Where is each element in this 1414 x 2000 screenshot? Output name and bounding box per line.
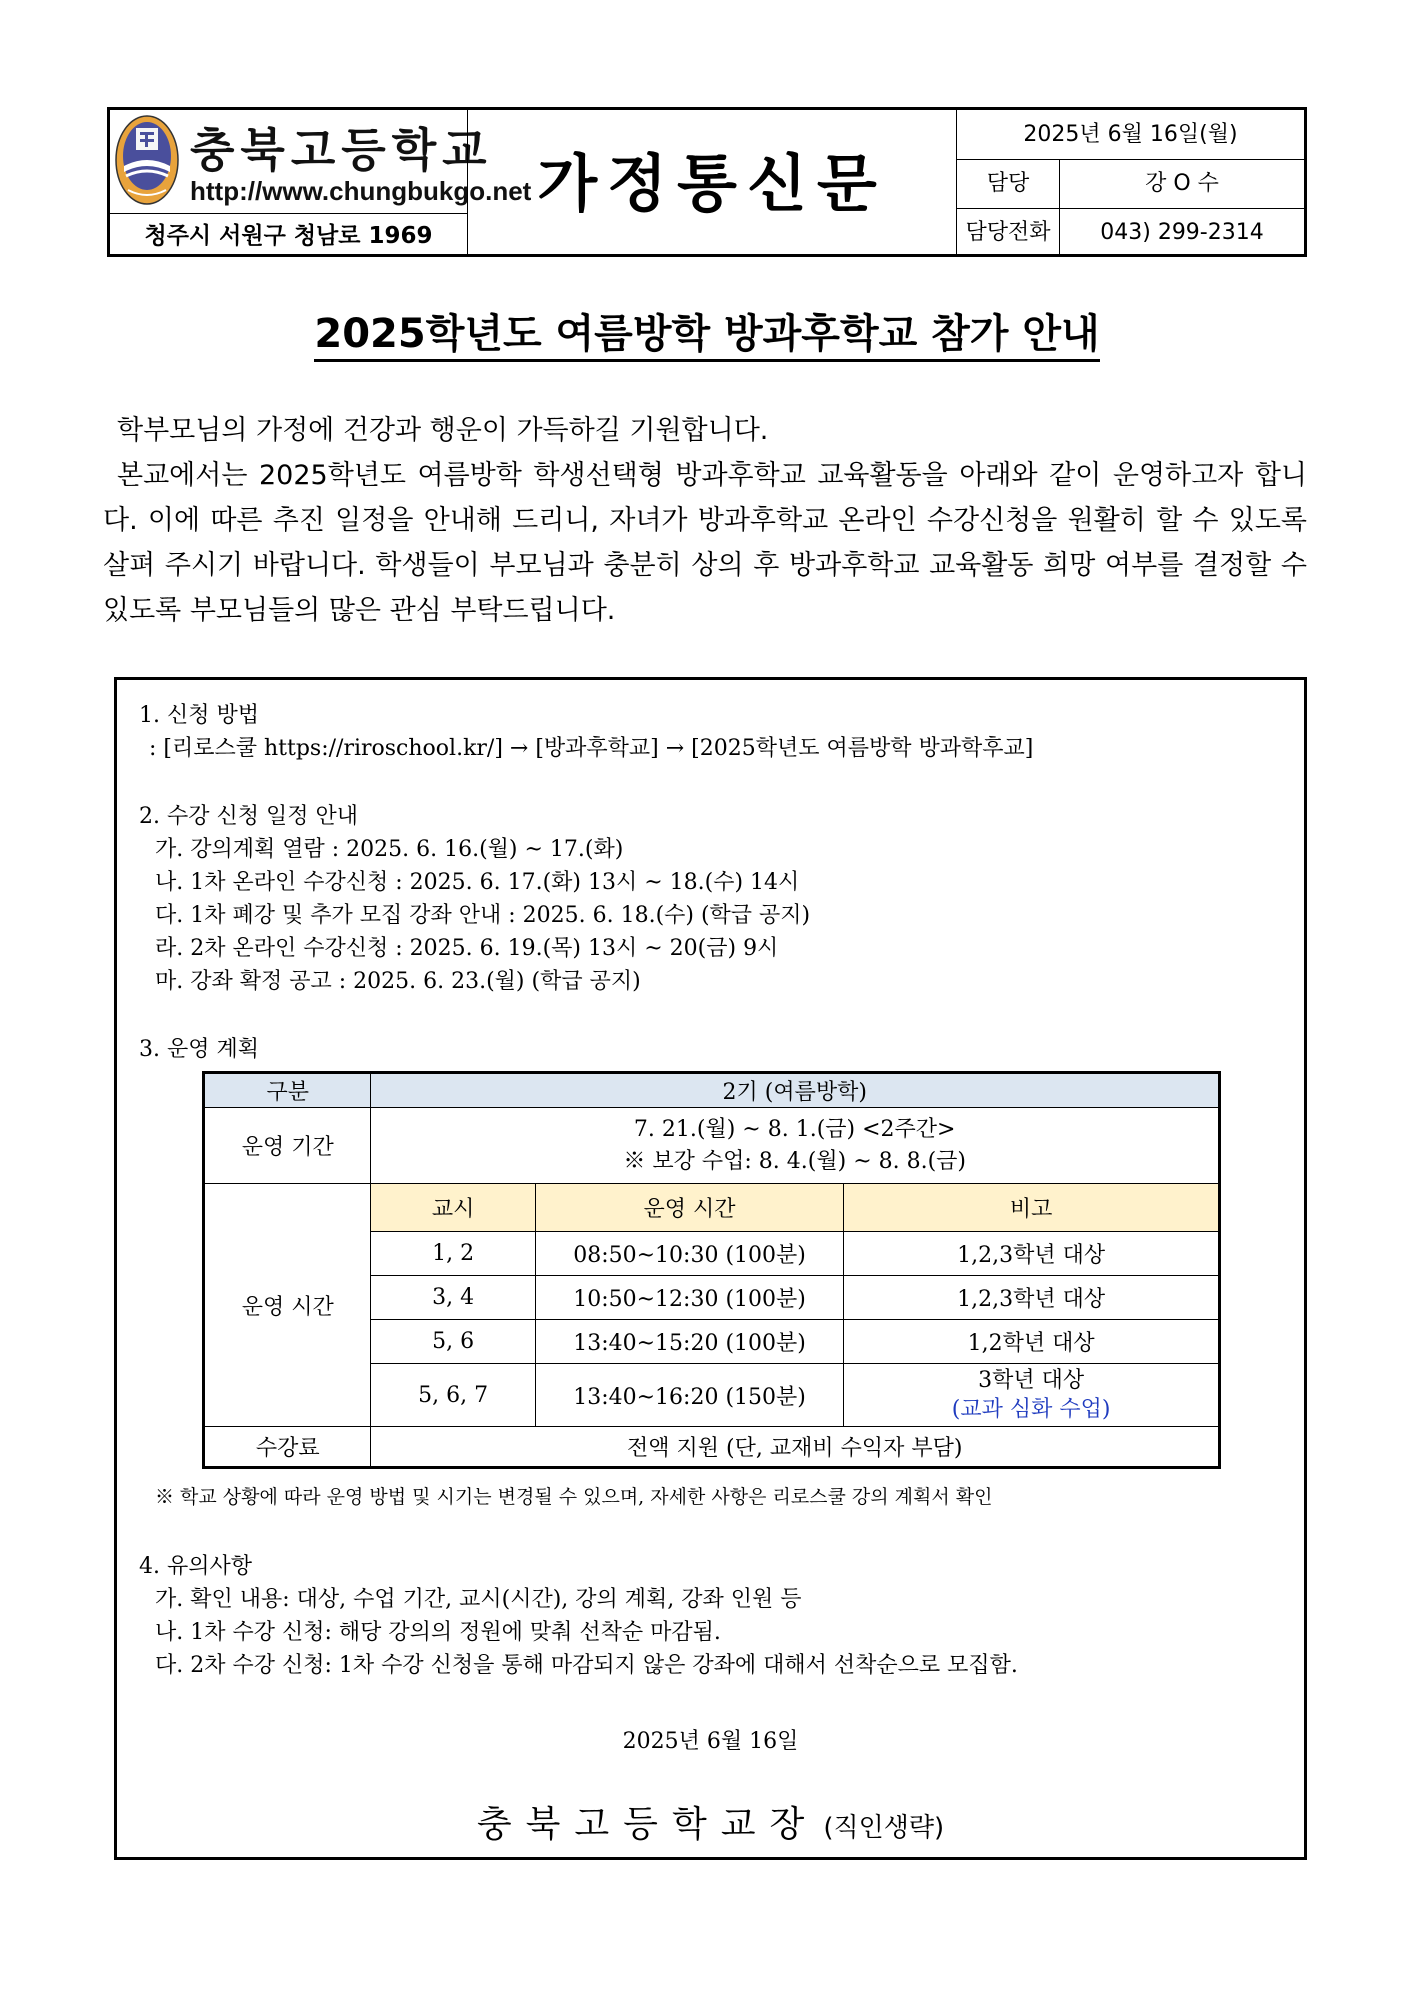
table-cell: 08:50~10:30 (100분) — [535, 1232, 843, 1276]
document-title — [0, 302, 1414, 359]
table-subheader-cell: 교시 — [371, 1184, 535, 1232]
target-grade-text: 3학년 대상 — [978, 1368, 1085, 1393]
table-header-cell: 구분 — [204, 1073, 371, 1108]
makeup-class-note: ※ 보강 수업: 8. 4.(월) ~ 8. 8.(금) — [623, 1148, 967, 1174]
table-footnote: ※ 학교 상황에 따라 운영 방법 및 시기는 변경될 수 있으며, 자세한 사항은 리로스쿨 강의 계획서 확인 — [155, 1486, 993, 1508]
caution-item: 나. 1차 수강 신청: 해당 강의의 정원에 맞춰 선착순 마감됨. — [155, 1620, 721, 1645]
row-label-cell: 운영 시간 — [204, 1184, 371, 1427]
table-row — [204, 1427, 1220, 1468]
schedule-item: 라. 2차 온라인 수강신청 : 2025. 6. 19.(목) 13시 ~ 20(금) 9시 — [155, 936, 779, 961]
table-row — [204, 1184, 1220, 1232]
schedule-item: 마. 강좌 확정 공고 : 2025. 6. 23.(월) (학급 공지) — [155, 969, 641, 994]
table-header-cell: 2기 (여름방학) — [371, 1073, 1220, 1108]
table-cell: 1,2학년 대상 — [844, 1320, 1220, 1364]
school-emblem-icon — [114, 114, 180, 207]
seal-omitted-note: (직인생략) — [823, 1813, 945, 1843]
contact-phone: 043) 299-2314 — [1100, 220, 1264, 245]
operation-plan-table — [202, 1071, 1221, 1469]
table-cell: 1, 2 — [371, 1232, 535, 1276]
table-cell — [844, 1364, 1220, 1427]
school-name: 충북고등학교 — [190, 123, 493, 177]
notice-content-box — [114, 677, 1307, 1860]
schedule-item: 나. 1차 온라인 수강신청 : 2025. 6. 17.(화) 13시 ~ 18.(수) 14시 — [155, 870, 800, 895]
table-row — [204, 1108, 1220, 1184]
advanced-class-note: (교과 심화 수업) — [951, 1397, 1111, 1422]
principal-signature — [117, 1796, 1304, 1847]
divider — [110, 213, 467, 214]
period-main: 7. 21.(월) ~ 8. 1.(금) <2주간> — [633, 1116, 956, 1142]
caution-item: 다. 2차 수강 신청: 1차 수강 신청을 통해 마감되지 않은 강좌에 대해서 선착순으로 모집함. — [155, 1653, 1018, 1678]
table-cell: 3, 4 — [371, 1276, 535, 1320]
table-subheader-cell: 비고 — [844, 1184, 1220, 1232]
table-cell: 1,2,3학년 대상 — [844, 1276, 1220, 1320]
contact-label: 담당 — [986, 171, 1030, 196]
school-logo-block — [110, 110, 532, 213]
schedule-item: 가. 강의계획 열람 : 2025. 6. 16.(월) ~ 17.(화) — [155, 837, 624, 862]
application-method-text: : [리로스쿨 https://riroschool.kr/] → [방과후학교] → [2025학년도 여름방학 방과학후교] — [149, 736, 1034, 761]
section-title: 3. 운영 계획 — [139, 1037, 259, 1062]
newsletter-header — [107, 107, 1307, 257]
section-title: 2. 수강 신청 일정 안내 — [139, 804, 358, 829]
table-row — [204, 1073, 1220, 1108]
table-cell: 5, 6, 7 — [371, 1364, 535, 1427]
row-label-cell: 운영 기간 — [204, 1108, 371, 1184]
table-cell: 1,2,3학년 대상 — [844, 1232, 1220, 1276]
intro-body-text: 본교에서는 2025학년도 여름방학 학생선택형 방과후학교 교육활동을 아래와 같이 운영하고자 합니다. 이에 따른 추진 일정을 안내해 드리니, 자녀가 방과후학교 온라인 수강신청을 원활히 할 수 있도록 살펴 주시기 바랍니다. 학생들이 부모님과 충분히 상의 후 방과후학교 교육활동 희망 여부를 결정할 수 있도록 부모님들의 많은 관심 부탁드립니다. — [103, 460, 1307, 626]
table-cell: 5, 6 — [371, 1320, 535, 1364]
row-label-cell: 수강료 — [204, 1427, 371, 1468]
greeting-text: 학부모님의 가정에 건강과 행운이 가득하길 기원합니다. — [117, 415, 769, 446]
fee-cell: 전액 지원 (단, 교재비 수익자 부담) — [371, 1427, 1220, 1468]
table-cell: 10:50~12:30 (100분) — [535, 1276, 843, 1320]
caution-item: 가. 확인 내용: 대상, 수업 기간, 교시(시간), 강의 계획, 강좌 인원 등 — [155, 1587, 802, 1612]
table-subheader-cell: 운영 시간 — [535, 1184, 843, 1232]
table-cell: 13:40~15:20 (100분) — [535, 1320, 843, 1364]
schedule-item: 다. 1차 폐강 및 추가 모집 강좌 안내 : 2025. 6. 18.(수) (학급 공지) — [155, 903, 811, 928]
document-title-text: 2025학년도 여름방학 방과후학교 참가 안내 — [314, 311, 1099, 362]
period-cell — [371, 1108, 1220, 1184]
issue-date: 2025년 6월 16일(월) — [1023, 122, 1238, 147]
principal-title: 충북고등학교장 — [476, 1804, 819, 1845]
contact-name: 강 O 수 — [1145, 171, 1219, 196]
newsletter-title: 가정통신문 — [537, 147, 887, 220]
phone-label: 담당전화 — [965, 220, 1051, 245]
signature-date: 2025년 6월 16일 — [622, 1729, 799, 1754]
intro-paragraphs — [103, 408, 1307, 633]
school-website-link[interactable]: http://www.chungbukgo.net — [190, 176, 532, 206]
school-address: 청주시 서원구 청남로 1969 — [144, 223, 433, 249]
table-cell: 13:40~16:20 (150분) — [535, 1364, 843, 1427]
section-title: 1. 신청 방법 — [139, 703, 259, 728]
section-title: 4. 유의사항 — [139, 1554, 252, 1579]
